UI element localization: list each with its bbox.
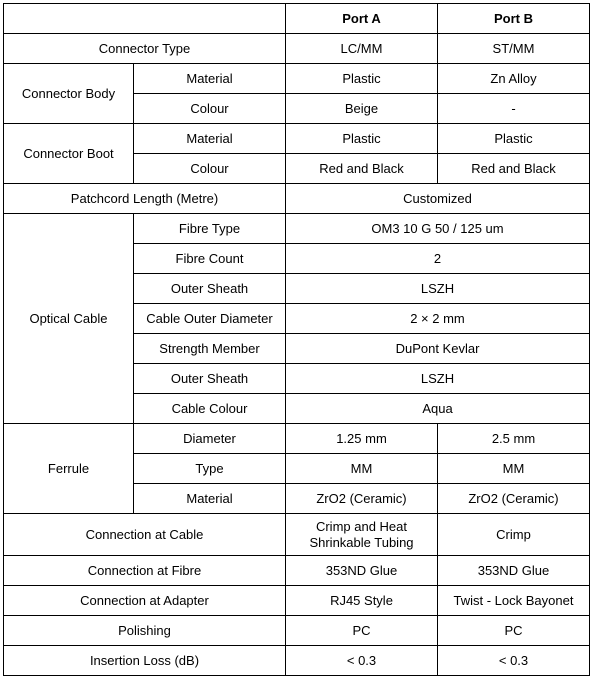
ferrule-diameter-a: 1.25 mm [286,424,438,454]
strength-member-label: Strength Member [134,334,286,364]
ferrule-type-label: Type [134,454,286,484]
header-blank-cell [4,4,286,34]
connector-type-a: LC/MM [286,34,438,64]
ferrule-label: Ferrule [4,424,134,514]
connection-fibre-label: Connection at Fibre [4,556,286,586]
row-connector-boot-material [4,124,590,154]
connector-body-label: Connector Body [4,64,134,124]
polishing-a: PC [286,616,438,646]
fibre-type-label: Fibre Type [134,214,286,244]
cable-outer-diameter-value: 2 × 2 mm [286,304,590,334]
cable-colour-label: Cable Colour [134,394,286,424]
connection-cable-a-line1: Crimp and Heat [315,518,408,534]
connector-boot-material-label: Material [134,124,286,154]
connector-boot-colour-a: Red and Black [286,154,438,184]
connection-cable-b: Crimp [438,514,590,556]
ferrule-type-b: MM [438,454,590,484]
connector-body-material-label: Material [134,64,286,94]
connection-adapter-b: Twist - Lock Bayonet [438,586,590,616]
connector-body-colour-label: Colour [134,94,286,124]
connector-body-material-a: Plastic [286,64,438,94]
row-patchcord-length [4,184,590,214]
row-fibre-type [4,214,590,244]
ferrule-material-a: ZrO2 (Ceramic) [286,484,438,514]
ferrule-material-label: Material [134,484,286,514]
cable-colour-value: Aqua [286,394,590,424]
connector-boot-colour-label: Colour [134,154,286,184]
insertion-loss-b: < 0.3 [438,646,590,676]
header-port-a: Port A [286,4,438,34]
fibre-count-value: 2 [286,244,590,274]
ferrule-diameter-label: Diameter [134,424,286,454]
outer-sheath-2-value: LSZH [286,364,590,394]
connector-boot-material-b: Plastic [438,124,590,154]
outer-sheath-1-label: Outer Sheath [134,274,286,304]
connection-fibre-a: 353ND Glue [286,556,438,586]
connection-adapter-a: RJ45 Style [286,586,438,616]
patchcord-length-value: Customized [286,184,590,214]
ferrule-material-b: ZrO2 (Ceramic) [438,484,590,514]
connector-body-material-b: Zn Alloy [438,64,590,94]
connection-fibre-b: 353ND Glue [438,556,590,586]
insertion-loss-a: < 0.3 [286,646,438,676]
polishing-label: Polishing [4,616,286,646]
header-port-b: Port B [438,4,590,34]
row-connection-fibre [4,556,590,586]
connector-type-b: ST/MM [438,34,590,64]
row-polishing [4,616,590,646]
cable-outer-diameter-label: Cable Outer Diameter [134,304,286,334]
polishing-b: PC [438,616,590,646]
connector-boot-colour-b: Red and Black [438,154,590,184]
patchcord-length-label: Patchcord Length (Metre) [4,184,286,214]
connection-cable-label: Connection at Cable [4,514,286,556]
row-insertion-loss [4,646,590,676]
connector-boot-label: Connector Boot [4,124,134,184]
row-ferrule-diameter [4,424,590,454]
row-connection-cable [4,514,590,556]
outer-sheath-2-label: Outer Sheath [134,364,286,394]
row-connector-body-material [4,64,590,94]
fibre-count-label: Fibre Count [134,244,286,274]
spec-table [3,3,590,676]
connection-cable-a-line2: Shrinkable Tubing [309,534,414,550]
row-connection-adapter [4,586,590,616]
ferrule-diameter-b: 2.5 mm [438,424,590,454]
outer-sheath-1-value: LSZH [286,274,590,304]
ferrule-type-a: MM [286,454,438,484]
connection-adapter-label: Connection at Adapter [4,586,286,616]
connection-cable-a [286,514,438,556]
header-row [4,4,590,34]
connector-type-label: Connector Type [4,34,286,64]
row-connector-type [4,34,590,64]
connector-body-colour-a: Beige [286,94,438,124]
fibre-type-value: OM3 10 G 50 / 125 um [286,214,590,244]
connector-body-colour-b: - [438,94,590,124]
insertion-loss-label: Insertion Loss (dB) [4,646,286,676]
connector-boot-material-a: Plastic [286,124,438,154]
optical-cable-label: Optical Cable [4,214,134,424]
strength-member-value: DuPont Kevlar [286,334,590,364]
